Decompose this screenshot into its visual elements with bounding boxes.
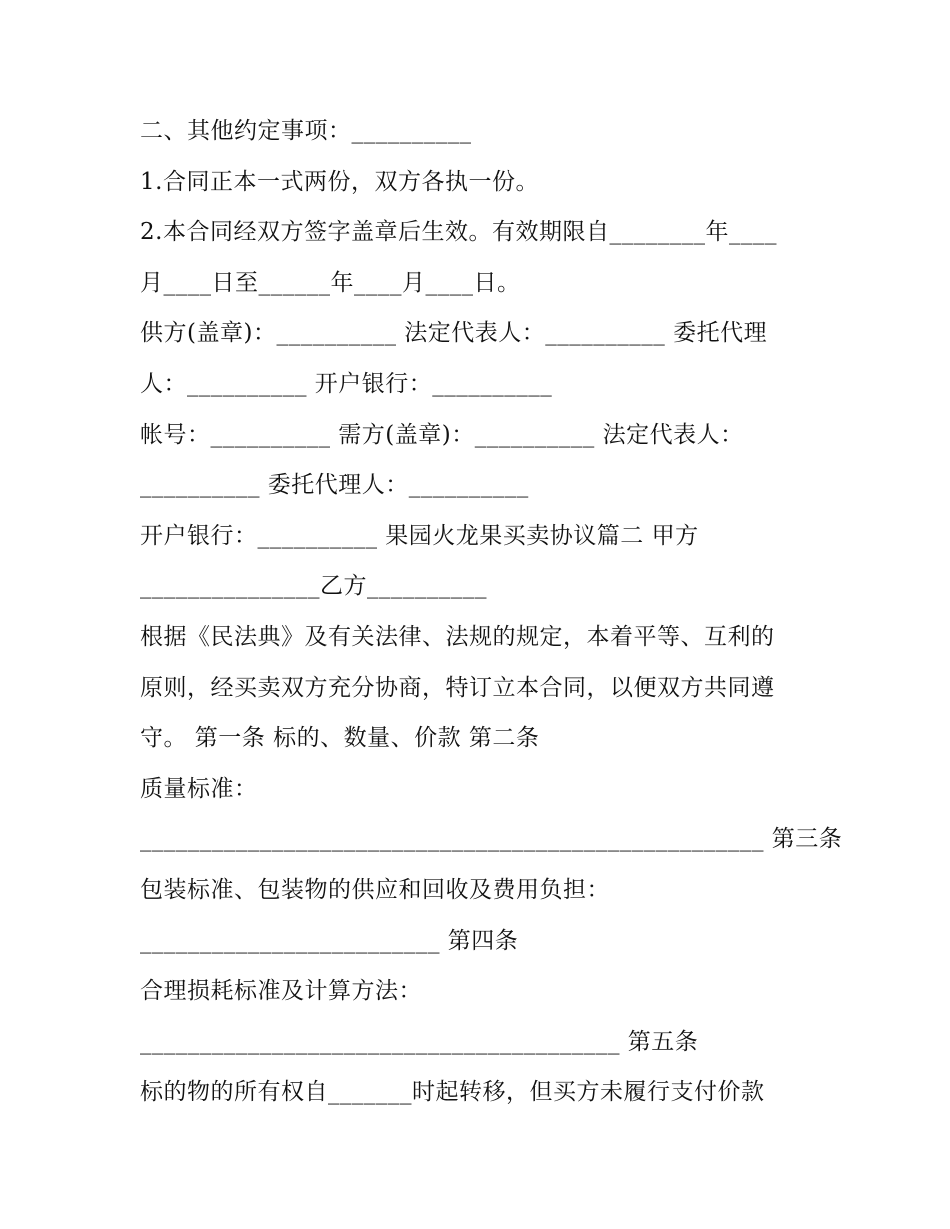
text-line: 二、其他约定事项：__________ xyxy=(140,118,472,144)
document-body xyxy=(140,106,843,1118)
text-line: 原则，经买卖双方充分协商，特订立本合同，以便双方共同遵 xyxy=(140,674,775,701)
text-line: 帐号：__________ 需方(盖章)：__________ 法定代表人： xyxy=(140,421,744,448)
text-line: 包装标准、包装物的供应和回收及费用负担： xyxy=(140,876,610,903)
text-line: _________________________ 第四条 xyxy=(140,927,519,954)
text-line: 供方(盖章)：__________ 法定代表人：__________ 委托代理 xyxy=(140,320,768,347)
text-line: ____________________________________________________ 第三条 xyxy=(140,826,843,853)
text-line: 标的物的所有权自_______时起转移，但买方未履行支付价款 xyxy=(140,1079,765,1106)
text-line: 合理损耗标准及计算方法： xyxy=(140,978,422,1005)
text-line: _______________乙方__________ xyxy=(140,573,487,600)
text-line: __________ 委托代理人：__________ xyxy=(140,472,529,499)
text-line: 守。 第一条 标的、数量、价款 第二条 xyxy=(140,725,540,752)
text-line: ________________________________________ 第五条 xyxy=(140,1028,699,1055)
text-line: 根据《民法典》及有关法律、法规的规定，本着平等、互利的 xyxy=(140,623,775,650)
text-line: 开户银行：__________ 果园火龙果买卖协议篇二 甲方 xyxy=(140,522,699,549)
text-line: 1.合同正本一式两份，双方各执一份。 xyxy=(140,168,539,195)
text-line: 人：__________ 开户银行：__________ xyxy=(140,370,553,397)
text-line: 2.本合同经双方签字盖章后生效。有效期限自________年____ xyxy=(140,219,777,246)
text-line: 月____日至______年____月____日。 xyxy=(140,269,521,296)
text-line: 质量标准： xyxy=(140,775,258,802)
